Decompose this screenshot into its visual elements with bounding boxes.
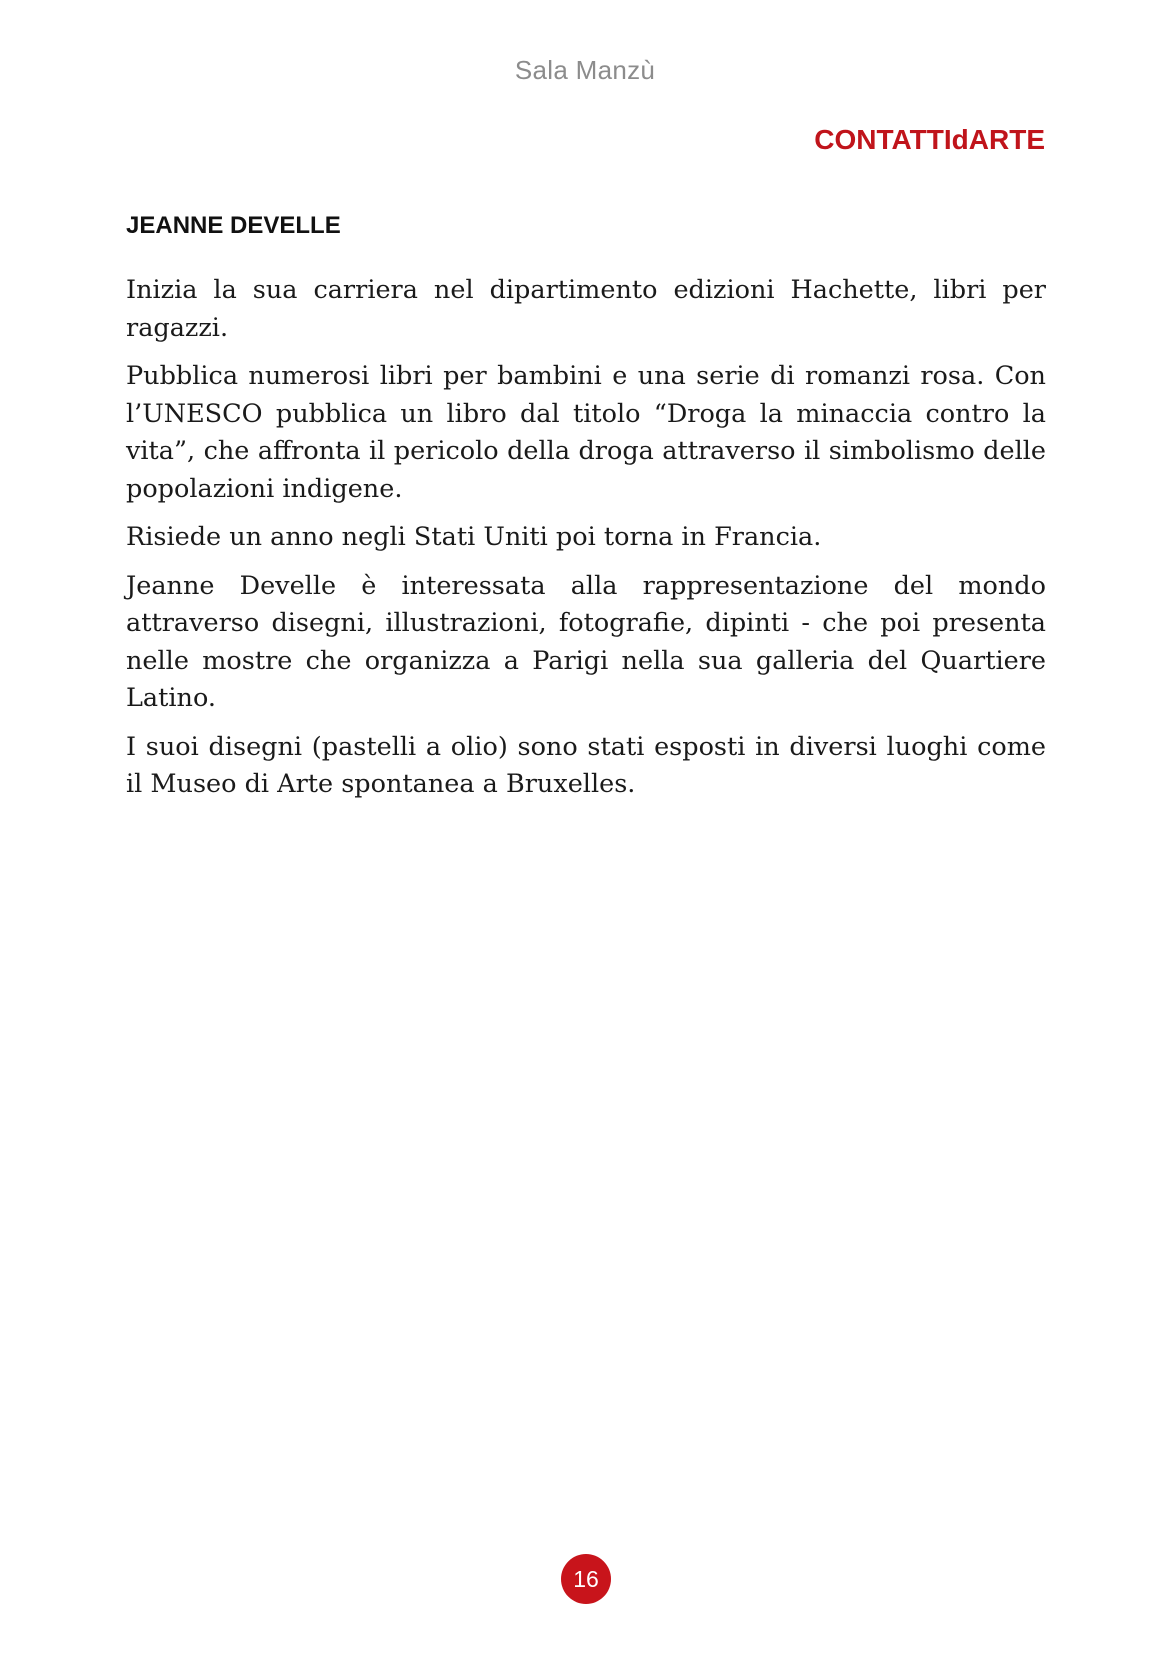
paragraph: Inizia la sua carriera nel dipartimento edizioni Hachette, libri per ragazzi.: [126, 275, 1046, 343]
running-header: Sala Manzù: [514, 55, 656, 85]
paragraph: Risiede un anno negli Stati Uniti poi torna in Francia.: [126, 522, 822, 552]
brand-title: CONTATTIdARTE: [814, 124, 1045, 155]
artist-name-heading: JEANNE DEVELLE: [126, 212, 341, 239]
article-body: [126, 272, 1046, 815]
paragraph: Jeanne Develle è interessata alla rappresentazione del mondo attraverso disegni, illustrazioni, fotografie, dipinti - che poi presenta nelle mostre che organizza a Parigi nella sua galleria del Quartiere Latino.: [126, 570, 1046, 713]
page-number-badge: 16: [561, 1554, 611, 1604]
paragraph: Pubblica numerosi libri per bambini e una serie di romanzi rosa. Con l’UNESCO pubblica un libro dal titolo “Droga la minaccia contro la vita”, che affronta il pericolo della droga attraverso il simbolismo delle popolazioni indigene.: [126, 361, 1046, 504]
paragraph: I suoi disegni (pastelli a olio) sono stati esposti in diversi luoghi come il Museo di Arte spontanea a Bruxelles.: [126, 731, 1046, 799]
